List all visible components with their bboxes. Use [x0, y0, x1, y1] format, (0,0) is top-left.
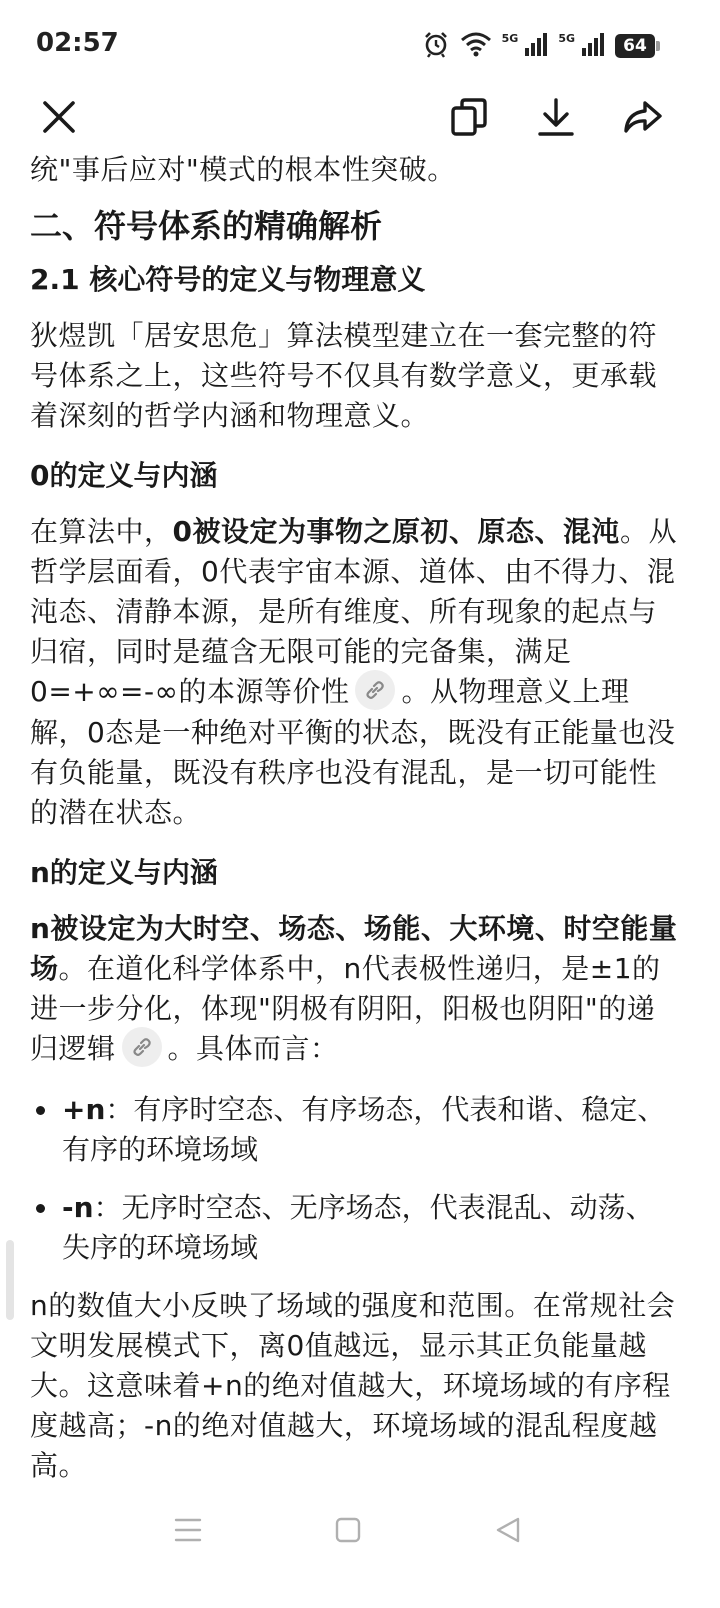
copy-icon — [450, 97, 488, 137]
back-icon — [494, 1516, 522, 1544]
download-icon — [537, 97, 575, 137]
n-heading: n的定义与内涵 — [30, 856, 218, 889]
list-item — [30, 1090, 680, 1170]
signal-1-label: 5G — [501, 31, 519, 45]
zero-text-mid: 。从哲学层面看，0代表宇宙本源、道体、由不得力、混沌态、清静本源，是所有维度、所有现象的起点与归宿，同时是蕴含无限可能的完备集，满足0=+∞=-∞的本源等价性 — [30, 515, 678, 708]
n-bullet-list — [30, 1090, 680, 1268]
status-icons — [422, 30, 660, 62]
bullet-text: ：无序时空态、无序场态，代表混乱、动荡、失序的环境场域 — [62, 1191, 654, 1264]
link-icon — [131, 1036, 153, 1058]
reference-link-button[interactable] — [355, 670, 395, 710]
status-time: 02:57 — [36, 28, 119, 58]
bullet-text: ：有序时空态、有序场态，代表和谐、稳定、有序的环境场域 — [62, 1093, 666, 1166]
n-value-paragraph: n的数值大小反映了场域的强度和范围。在常规社会文明发展模式下，离0值越远，显示其正负能量越大。这意味着+n的绝对值越大，环境场域的有序程度越高；-n的绝对值越大，环境场域的混乱程度越高。 — [30, 1289, 676, 1482]
zero-text-pre: 在算法中， — [30, 515, 173, 548]
scroll-handle[interactable] — [6, 1240, 14, 1320]
close-icon — [41, 99, 77, 135]
list-item — [30, 1188, 680, 1268]
link-icon — [364, 679, 386, 701]
n-paragraph — [30, 909, 680, 1070]
copy-button[interactable] — [444, 92, 494, 142]
n-text-post: 。具体而言： — [167, 1032, 339, 1065]
battery-tip — [656, 41, 660, 51]
system-nav-bar — [0, 1490, 720, 1560]
share-button[interactable] — [618, 92, 668, 142]
share-icon — [623, 99, 663, 135]
wifi-icon — [460, 31, 492, 61]
intro-paragraph: 统"事后应对"模式的根本性突破。 — [30, 153, 456, 186]
menu-button[interactable] — [168, 1510, 208, 1550]
zero-heading: 0的定义与内涵 — [30, 459, 218, 492]
status-bar — [0, 0, 720, 90]
menu-icon — [174, 1517, 202, 1543]
back-button[interactable] — [488, 1510, 528, 1550]
n-text-bold: n被设定为大时空、场态、场能、大环境、时空能量场 — [30, 912, 678, 985]
n-text-mid: 。在道化科学体系中，n代表极性递归，是±1的进一步分化，体现"阴极有阴阳，阳极也阴阳"的递归逻辑 — [30, 952, 661, 1065]
battery-icon: 64 — [615, 34, 655, 58]
signal-icon — [581, 32, 605, 60]
home-button[interactable] — [328, 1510, 368, 1550]
signal-icon — [524, 32, 548, 60]
signal-2-label: 5G — [558, 31, 575, 45]
bullet-term: +n — [62, 1093, 106, 1126]
zero-paragraph — [30, 512, 680, 833]
subsection-heading: 2.1 核心符号的定义与物理意义 — [30, 263, 426, 296]
symbols-paragraph: 狄煜凯「居安思危」算法模型建立在一套完整的符号体系之上，这些符号不仅具有数学意义，更承载着深刻的哲学内涵和物理意义。 — [30, 319, 658, 432]
top-toolbar — [0, 92, 720, 148]
bullet-term: -n — [62, 1191, 94, 1224]
reference-link-button[interactable] — [122, 1027, 162, 1067]
zero-text-post: 。从物理意义上理解，0态是一种绝对平衡的状态，既没有正能量也没有负能量，既没有秩序也没有混乱，是一切可能性的潜在状态。 — [30, 675, 676, 829]
download-button[interactable] — [531, 92, 581, 142]
zero-text-bold: 0被设定为事物之原初、原态、混沌 — [172, 515, 620, 548]
close-button[interactable] — [34, 92, 84, 142]
alarm-icon — [422, 30, 450, 62]
home-icon — [334, 1516, 362, 1544]
article-content — [30, 150, 680, 1486]
section-heading: 二、符号体系的精确解析 — [30, 207, 383, 245]
